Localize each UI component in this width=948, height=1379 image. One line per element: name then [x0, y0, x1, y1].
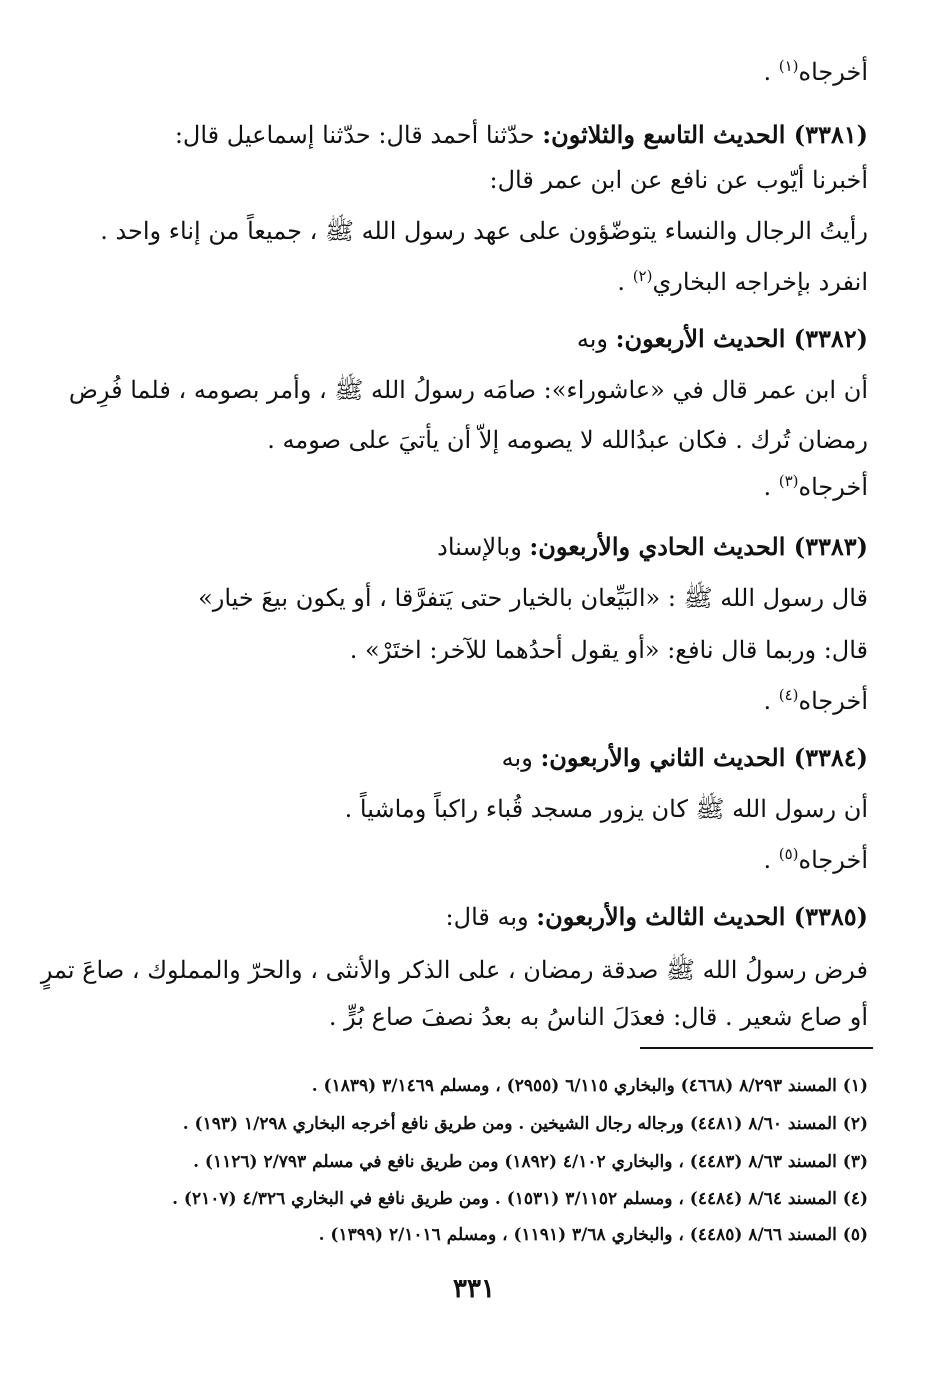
- hadith-number-title: (٣٣٨٢) الحديث الأربعون:: [615, 324, 868, 353]
- hadith-3383-heading: (٣٣٨٣) الحديث الحادي والأربعون: وبالإسناد: [437, 532, 868, 561]
- footnote-ref: (٣): [778, 472, 799, 490]
- footnote-ref: (٢): [632, 267, 653, 285]
- hadith-3385-heading: (٣٣٨٥) الحديث الثالث والأربعون: وبه قال:: [445, 902, 868, 931]
- hadith-number-title: (٣٣٨٣) الحديث الحادي والأربعون:: [529, 532, 868, 561]
- matn-line: قال رسول الله ﷺ : «البَيِّعان بالخيار حتى يَتفرَّقا ، أو يكون بيعَ خيار»: [198, 584, 868, 612]
- matn-line: أو صاع شعير . قال: فعدَلَ الناسُ به بعدُ نصفَ صاع بُرٍّ .: [328, 1003, 868, 1031]
- matn-line: فرض رسولُ الله ﷺ صدقة رمضان ، على الذكر والأنثى ، والحرّ والمملوك ، صاعَ تمرٍ: [40, 956, 868, 984]
- page-number: ٣٣١: [453, 1274, 495, 1304]
- footnote-ref: (٤): [778, 686, 799, 704]
- isnad-line: أخبرنا أيّوب عن نافع عن ابن عمر قال:: [489, 166, 868, 194]
- matn-line: رمضان تُرك . فكان عبدُالله لا يصومه إلاّ أن يأتيَ على صومه .: [267, 426, 868, 454]
- hadith-number-title: (٣٣٨٤) الحديث الثاني والأربعون:: [540, 743, 868, 772]
- footnote-ref: (١): [778, 57, 799, 75]
- footnote-1: (١) المسند ٨/٢٩٣ (٤٦٦٨) والبخاري ٦/١١٥ (٢٩٥٥) ، ومسلم ٣/١٤٦٩ (١٨٣٩) .: [311, 1076, 868, 1096]
- hadith-3381-heading: (٣٣٨١) الحديث التاسع والثلاثون: حدّثنا أحمد قال: حدّثنا إسماعيل قال:: [174, 120, 868, 149]
- footnote-3: (٣) المسند ٨/٦٣ (٤٤٨٣) ، والبخاري ٤/١٠٢ (١٨٩٢) ومن طريق نافع في مسلم ٢/٧٩٣ (١١٢٦) .: [193, 1152, 868, 1172]
- matn-line: قال: وربما قال نافع: «أو يقول أحدُهما للآخر: اختَرْ» .: [349, 636, 868, 664]
- hadith-3384-heading: (٣٣٨٤) الحديث الثاني والأربعون: وبه: [501, 743, 868, 772]
- footnote-separator: [640, 1047, 873, 1049]
- footnote-ref: (٥): [778, 845, 799, 863]
- takhrij-line-4: أخرجاه$^{(٤)}$ .: [763, 686, 868, 715]
- matn-line: أن رسول الله ﷺ كان يزور مسجد قُباء راكباً وماشياً .: [344, 795, 868, 823]
- takhrij-line-2: انفرد بإخراجه البخاري$^{(٢)}$ .: [617, 267, 868, 296]
- matn-line: رأيتُ الرجال والنساء يتوضّؤون على عهد رسول الله ﷺ ، جميعاً من إناء واحد .: [100, 217, 868, 245]
- footnote-5: (٥) المسند ٨/٦٦ (٤٤٨٥) ، والبخاري ٣/٦٨ (١١٩١) ، ومسلم ٢/١٠١٦ (١٣٩٩) .: [318, 1225, 868, 1245]
- matn-line: أن ابن عمر قال في «عاشوراء»: صامَه رسولُ الله ﷺ ، وأمر بصومه ، فلما فُرِض: [68, 376, 868, 404]
- footnote-2: (٢) المسند ٨/٦٠ (٤٤٨١) ورجاله رجال الشيخين . ومن طريق نافع أخرجه البخاري ١/٢٩٨ (١٩٣) .: [182, 1114, 868, 1134]
- takhrij-line-1: أخرجاه$^{(١)}$ .: [763, 57, 868, 86]
- takhrij-line-3: أخرجاه$^{(٣)}$ .: [763, 472, 868, 501]
- hadith-3382-heading: (٣٣٨٢) الحديث الأربعون: وبه: [576, 324, 868, 353]
- takhrij-line-5: أخرجاه$^{(٥)}$ .: [763, 845, 868, 874]
- hadith-number-title: (٣٣٨٥) الحديث الثالث والأربعون:: [536, 902, 868, 931]
- footnote-4: (٤) المسند ٨/٦٤ (٤٤٨٤) ، ومسلم ٣/١١٥٢ (١٥٣١) . ومن طريق نافع في البخاري ٤/٣٢٦ (٢١٠٧) .: [172, 1189, 868, 1209]
- hadith-number-title: (٣٣٨١) الحديث التاسع والثلاثون:: [542, 120, 868, 149]
